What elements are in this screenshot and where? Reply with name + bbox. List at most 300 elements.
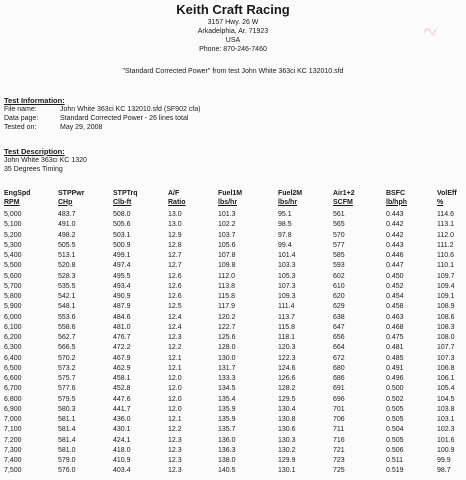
table-cell: 467.9 [113, 354, 131, 362]
table-cell: 0.463 [386, 313, 404, 321]
table-cell: 579.0 [58, 457, 76, 464]
table-cell: 503.1 [113, 231, 131, 239]
table-cell: 481.0 [113, 323, 131, 331]
address-country: USA [225, 37, 241, 44]
table-cell: 12.3 [168, 334, 182, 341]
table-cell: 5,200 [4, 231, 22, 239]
table-cell: 138.0 [218, 457, 236, 464]
table-cell: 120.3 [278, 344, 296, 352]
table-cell: 120.2 [218, 313, 236, 321]
description-line: John White 363ci KC 1320 [4, 157, 87, 164]
table-cell: 0.485 [386, 354, 404, 362]
column-header-unit: lbs/hr [218, 198, 238, 206]
table-cell: 12.3 [168, 446, 182, 454]
table-cell: 134.5 [218, 385, 236, 393]
table-cell: 602 [333, 272, 345, 280]
table-row [0, 416, 466, 425]
table-cell: 130.1 [278, 467, 296, 475]
table-cell: 13.0 [168, 221, 182, 229]
table-row [0, 406, 466, 415]
table-cell: 0.443 [386, 211, 404, 218]
table-cell: 5,300 [4, 241, 22, 249]
table-cell: 109.3 [278, 293, 296, 300]
table-cell: 108.0 [437, 334, 455, 341]
table-cell: 691 [333, 385, 345, 393]
table-cell: 12.3 [168, 436, 182, 444]
table-cell: 12.4 [168, 323, 182, 331]
table-cell: 6,100 [4, 323, 22, 331]
table-cell: 102.3 [437, 426, 455, 434]
table-row [0, 344, 466, 353]
table-row [0, 375, 466, 384]
table-cell: 130.3 [278, 436, 296, 444]
column-header-unit: % [437, 198, 444, 206]
column-header [278, 190, 302, 207]
table-cell: 5,700 [4, 282, 22, 290]
column-header-name: Air1+2 [333, 190, 355, 197]
table-cell: 12.6 [168, 293, 182, 300]
table-row [0, 385, 466, 394]
table-cell: 716 [333, 436, 345, 444]
column-header-unit: lbs/hr [278, 198, 298, 206]
table-cell: 12.0 [168, 385, 182, 393]
column-header [437, 190, 457, 207]
table-cell: 12.7 [168, 262, 182, 270]
table-cell: 129.5 [278, 395, 296, 403]
table-cell: 110.6 [437, 252, 454, 259]
table-cell: 136.0 [218, 436, 236, 444]
column-header-unit: CHp [58, 198, 73, 206]
column-header-unit: lb/hph [386, 198, 407, 206]
info-date-row [4, 123, 102, 132]
table-cell: 647 [333, 323, 345, 331]
table-cell: 706 [333, 416, 345, 423]
table-cell: 0.505 [386, 405, 404, 413]
table-cell: 403.4 [113, 467, 131, 475]
table-cell: 128.0 [218, 344, 236, 352]
table-cell: 12.0 [168, 405, 182, 413]
table-row [0, 447, 466, 456]
table-cell: 513.1 [58, 252, 76, 259]
table-cell: 130.4 [278, 405, 296, 413]
file-name-label: File name: [4, 106, 37, 113]
table-cell: 12.6 [168, 272, 182, 280]
table-cell: 105.4 [437, 385, 455, 393]
table-cell: 491.0 [58, 221, 76, 229]
table-cell: 573.2 [58, 364, 76, 372]
table-cell: 0.505 [386, 416, 404, 423]
table-cell: 128.2 [278, 385, 296, 393]
table-cell: 566.5 [58, 344, 76, 352]
address-city: Arkadelphia, Ar. 71923 [197, 28, 269, 35]
description-line: 35 Degrees Timing [4, 166, 63, 173]
table-cell: 114.6 [437, 211, 454, 218]
table-cell: 0.452 [386, 282, 404, 290]
table-cell: 629 [333, 303, 345, 311]
table-cell: 103.7 [218, 231, 236, 239]
table-cell: 135.4 [218, 395, 236, 403]
table-cell: 108.9 [437, 303, 455, 311]
table-cell: 721 [333, 446, 345, 454]
table-cell: 484.6 [113, 313, 131, 321]
table-cell: 12.1 [168, 416, 182, 423]
table-cell: 0.504 [386, 426, 404, 434]
table-cell: 6,500 [4, 364, 22, 372]
table-cell: 113.7 [278, 313, 295, 321]
table-cell: 656 [333, 334, 345, 341]
table-cell: 130.2 [278, 446, 296, 454]
table-cell: 535.5 [58, 282, 76, 290]
table-cell: 105.6 [218, 241, 236, 249]
company-name: Keith Craft Racing [176, 2, 290, 17]
table-cell: 686 [333, 375, 345, 382]
table-cell: 701 [333, 405, 345, 413]
phone-number: Phone: 870-246-7460 [199, 46, 267, 53]
table-cell: 7,300 [4, 446, 22, 454]
table-cell: 136.3 [218, 446, 236, 454]
table-row [0, 334, 466, 343]
table-cell: 126.6 [278, 375, 296, 382]
table-cell: 462.9 [113, 364, 131, 372]
table-row [0, 426, 466, 435]
table-cell: 118.1 [278, 334, 295, 341]
table-cell: 12.0 [168, 375, 182, 382]
table-cell: 98.5 [278, 221, 292, 229]
table-cell: 0.442 [386, 231, 404, 239]
table-cell: 109.7 [437, 272, 455, 280]
column-header [333, 190, 355, 207]
table-cell: 472.2 [113, 344, 131, 352]
table-cell: 565 [333, 221, 345, 229]
table-cell: 100.9 [437, 446, 455, 454]
table-cell: 436.0 [113, 416, 131, 423]
table-cell: 575.7 [58, 375, 76, 382]
table-cell: 6,300 [4, 344, 22, 352]
table-cell: 696 [333, 395, 345, 403]
table-cell: 0.491 [386, 364, 404, 372]
table-cell: 131.7 [218, 364, 236, 372]
table-row [0, 324, 466, 333]
column-header-name: BSFC [386, 190, 406, 197]
table-cell: 102.2 [218, 221, 236, 229]
table-cell: 12.1 [168, 364, 182, 372]
table-cell: 711 [333, 426, 345, 434]
table-cell: 0.443 [386, 241, 404, 249]
table-cell: 493.4 [113, 282, 131, 290]
table-cell: 112.0 [218, 272, 235, 280]
table-cell: 99.9 [437, 457, 451, 464]
table-cell: 107.7 [437, 344, 455, 352]
table-cell: 122.3 [278, 354, 296, 362]
table-cell: 5,400 [4, 252, 22, 259]
table-cell: 113.8 [218, 282, 235, 290]
table-cell: 6,400 [4, 354, 22, 362]
table-cell: 638 [333, 313, 345, 321]
table-cell: 7,500 [4, 467, 22, 475]
table-cell: 0.446 [386, 252, 404, 259]
table-cell: 581.1 [58, 416, 76, 423]
file-name-value: John White 363ci KC 132010.sfd (SF902 cfa) [60, 106, 201, 113]
table-cell: 680 [333, 364, 345, 372]
table-cell: 12.0 [168, 395, 182, 403]
table-cell: 593 [333, 262, 345, 270]
table-cell: 0.468 [386, 323, 404, 331]
table-cell: 620 [333, 293, 345, 300]
table-cell: 576.0 [58, 467, 76, 475]
table-cell: 7,200 [4, 436, 22, 444]
table-cell: 672 [333, 354, 345, 362]
table-cell: 12.3 [168, 457, 182, 464]
table-row [0, 293, 466, 302]
column-header-name: STPTrq [113, 190, 138, 197]
table-row [0, 457, 466, 466]
table-cell: 0.496 [386, 375, 404, 382]
table-cell: 12.2 [168, 344, 182, 352]
table-cell: 6,000 [4, 313, 22, 321]
table-cell: 0.502 [386, 395, 404, 403]
table-cell: 497.4 [113, 262, 131, 270]
table-cell: 109.8 [218, 262, 236, 270]
table-row [0, 242, 466, 251]
table-cell: 109.4 [437, 282, 455, 290]
table-cell: 5,500 [4, 262, 22, 270]
table-row [0, 283, 466, 292]
table-cell: 135.9 [218, 416, 236, 423]
tested-on-value: May 29, 2008 [60, 124, 103, 131]
table-cell: 12.4 [168, 313, 182, 321]
table-row [0, 437, 466, 446]
table-cell: 0.450 [386, 272, 404, 280]
table-cell: 107.3 [278, 282, 296, 290]
table-cell: 487.9 [113, 303, 131, 311]
table-cell: 561 [333, 211, 345, 218]
table-cell: 106.1 [437, 375, 455, 382]
table-cell: 129.9 [278, 457, 296, 464]
table-cell: 12.7 [168, 252, 182, 259]
table-cell: 577.6 [58, 385, 76, 393]
table-cell: 12.8 [168, 241, 182, 249]
table-cell: 570 [333, 231, 345, 239]
table-cell: 0.506 [386, 446, 404, 454]
table-cell: 0.511 [386, 457, 403, 464]
table-cell: 5,000 [4, 211, 22, 218]
data-page-value: Standard Corrected Power - 26 lines total [60, 115, 189, 122]
table-cell: 0.481 [386, 344, 404, 352]
pink-mark-icon [422, 24, 438, 38]
table-cell: 12.6 [168, 282, 182, 290]
table-cell: 106.8 [437, 364, 455, 372]
address-street: 3157 Hwy. 26 W [207, 19, 259, 26]
tested-on-label: Tested on: [4, 124, 37, 131]
table-cell: 0.505 [386, 436, 404, 444]
table-cell: 12.1 [168, 354, 182, 362]
table-cell: 108.6 [437, 313, 455, 321]
table-row [0, 273, 466, 282]
table-cell: 115.8 [278, 323, 295, 331]
table-cell: 117.9 [218, 303, 235, 311]
table-cell: 6,900 [4, 405, 22, 413]
table-cell: 499.1 [113, 252, 131, 259]
table-cell: 542.1 [58, 293, 76, 300]
table-cell: 5,800 [4, 293, 22, 300]
table-row [0, 262, 466, 271]
table-cell: 553.6 [58, 313, 76, 321]
table-cell: 483.7 [58, 211, 76, 218]
table-cell: 5,900 [4, 303, 22, 311]
table-cell: 140.5 [218, 467, 236, 475]
table-cell: 12.3 [168, 467, 182, 475]
table-cell: 520.8 [58, 262, 76, 270]
column-header [4, 190, 30, 207]
table-cell: 441.7 [113, 405, 131, 413]
table-cell: 498.2 [58, 231, 76, 239]
table-cell: 103.3 [278, 262, 296, 270]
column-header [113, 190, 138, 207]
column-header-name: STPPwr [58, 190, 85, 197]
table-cell: 0.475 [386, 334, 404, 341]
table-row [0, 303, 466, 312]
column-header [58, 190, 84, 207]
table-cell: 97.8 [278, 231, 292, 239]
column-header-name: VolEff [437, 190, 457, 197]
table-cell: 115.8 [218, 293, 235, 300]
table-cell: 0.442 [386, 221, 404, 229]
table-cell: 476.7 [113, 334, 131, 341]
table-cell: 580.3 [58, 405, 76, 413]
table-cell: 6,600 [4, 375, 22, 382]
table-cell: 505.5 [58, 241, 76, 249]
table-cell: 107.8 [218, 252, 236, 259]
table-cell: 101.3 [218, 211, 236, 218]
table-cell: 103.1 [437, 416, 455, 423]
table-cell: 6,800 [4, 395, 22, 403]
table-row [0, 355, 466, 364]
table-cell: 5,600 [4, 272, 22, 280]
table-cell: 447.6 [113, 395, 131, 403]
table-cell: 125.6 [218, 334, 236, 341]
table-cell: 133.3 [218, 375, 236, 382]
table-cell: 579.5 [58, 395, 76, 403]
report-subtitle: "Standard Corrected Power" from test John White 363ci KC 132010.sfd [122, 68, 344, 75]
table-cell: 424.1 [113, 436, 131, 444]
table-cell: 581.4 [58, 436, 76, 444]
table-cell: 12.2 [168, 426, 182, 434]
table-cell: 548.1 [58, 303, 76, 311]
table-row [0, 365, 466, 374]
table-cell: 12.5 [168, 303, 182, 311]
table-cell: 113.1 [437, 221, 454, 229]
table-cell: 508.0 [113, 211, 131, 218]
table-cell: 135.9 [218, 405, 236, 413]
table-cell: 585 [333, 252, 345, 259]
column-header-name: EngSpd [4, 190, 31, 197]
table-cell: 98.7 [437, 467, 451, 475]
table-cell: 6,200 [4, 334, 22, 341]
table-cell: 122.7 [218, 323, 236, 331]
table-row [0, 221, 466, 230]
column-header-unit: Ratio [168, 198, 186, 206]
table-cell: 130.6 [278, 426, 296, 434]
table-cell: 108.3 [437, 323, 455, 331]
table-row [0, 467, 466, 476]
column-header-name: A/F [168, 190, 180, 197]
table-cell: 99.4 [278, 241, 292, 249]
table-cell: 7,100 [4, 426, 22, 434]
test-information-heading: Test Information: [4, 96, 65, 105]
data-page-label: Data page: [4, 115, 39, 122]
table-cell: 101.6 [437, 436, 455, 444]
table-cell: 458.1 [113, 375, 131, 382]
column-header-unit: Clb-ft [113, 198, 132, 206]
table-cell: 430.1 [113, 426, 131, 434]
table-cell: 0.454 [386, 293, 404, 300]
table-cell: 495.5 [113, 272, 131, 280]
column-header-name: Fuel2M [278, 190, 303, 197]
table-cell: 610 [333, 282, 345, 290]
table-cell: 5,100 [4, 221, 22, 229]
table-cell: 577 [333, 241, 345, 249]
table-cell: 490.9 [113, 293, 131, 300]
table-cell: 7,000 [4, 416, 22, 423]
table-cell: 528.3 [58, 272, 76, 280]
table-cell: 135.7 [218, 426, 236, 434]
column-header [168, 190, 186, 207]
table-cell: 112.0 [437, 231, 454, 239]
table-cell: 410.9 [113, 457, 131, 464]
table-cell: 581.0 [58, 446, 76, 454]
column-header [218, 190, 242, 207]
table-cell: 101.4 [278, 252, 296, 259]
table-cell: 130.8 [278, 416, 296, 423]
table-cell: 130.0 [218, 354, 236, 362]
table-cell: 124.6 [278, 364, 296, 372]
table-row [0, 396, 466, 405]
table-cell: 12.9 [168, 231, 182, 239]
table-cell: 500.9 [113, 241, 131, 249]
table-cell: 104.5 [437, 395, 455, 403]
info-file-row [4, 105, 200, 114]
table-cell: 7,400 [4, 457, 22, 464]
table-cell: 95.1 [278, 211, 292, 218]
table-row [0, 211, 466, 220]
column-header [386, 190, 407, 207]
table-cell: 452.8 [113, 385, 131, 393]
table-cell: 111.2 [437, 241, 454, 249]
test-description-heading: Test Description: [4, 147, 65, 156]
table-cell: 725 [333, 467, 345, 475]
table-cell: 6,700 [4, 385, 22, 393]
table-row [0, 232, 466, 241]
table-cell: 570.2 [58, 354, 76, 362]
table-cell: 109.1 [437, 293, 455, 300]
table-cell: 110.1 [437, 262, 454, 270]
table-cell: 664 [333, 344, 345, 352]
table-cell: 558.6 [58, 323, 76, 331]
table-cell: 0.447 [386, 262, 404, 270]
table-cell: 418.0 [113, 446, 131, 454]
column-header-name: Fuel1M [218, 190, 243, 197]
table-row [0, 252, 466, 261]
table-cell: 103.8 [437, 405, 455, 413]
table-cell: 0.458 [386, 303, 404, 311]
table-cell: 105.3 [278, 272, 296, 280]
table-cell: 107.3 [437, 354, 455, 362]
table-cell: 13.0 [168, 211, 182, 218]
column-header-unit: SCFM [333, 198, 353, 206]
table-cell: 0.500 [386, 385, 404, 393]
table-cell: 505.6 [113, 221, 131, 229]
column-header-unit: RPM [4, 198, 20, 206]
